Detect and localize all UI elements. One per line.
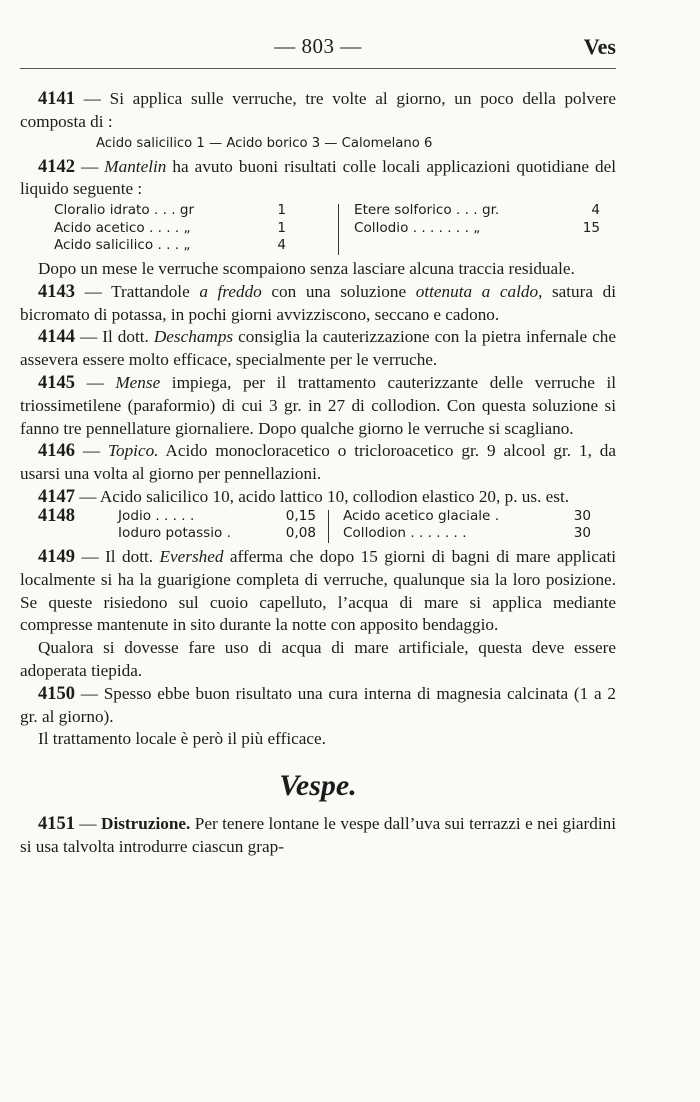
italic-phrase: ottenuta a caldo, <box>415 281 543 301</box>
ingredient-qty: 4 <box>591 202 600 219</box>
entry-number: 4150 <box>38 683 75 704</box>
formula-4148 <box>20 505 616 543</box>
formula-row <box>343 525 591 543</box>
author-name: Mantelin <box>104 156 167 176</box>
entry-4141 <box>20 88 616 134</box>
entry-text: consiglia la cauterizzazione con la pietra infernale che assevera essere molto efficace, specialmente per le verruche. <box>20 327 616 370</box>
page-header <box>20 30 616 66</box>
paragraph-after-4142: Dopo un mese le verruche scompaiono senza lasciare alcuna traccia residuale. <box>38 258 575 278</box>
entry-number: 4149 <box>38 546 75 567</box>
page-body <box>20 88 616 859</box>
bold-term: Distruzione. <box>101 814 191 834</box>
entry-number: 4145 <box>38 372 75 393</box>
author-name: Deschamps <box>153 327 234 347</box>
ingredient-qty: 30 <box>573 507 591 524</box>
entry-text: ha avuto buoni risultati colle locali applicazioni quotidiane del liquido seguente : <box>20 156 617 199</box>
ingredient-qty: 4 <box>277 237 286 254</box>
ingredient-qty: 30 <box>573 525 591 542</box>
page-number: — 803 — <box>274 34 362 58</box>
entry-4144 <box>20 326 616 372</box>
entry-4147 <box>20 486 616 509</box>
author-name: Evershed <box>159 546 224 566</box>
ingredient-name: Etere solforico . . . gr. <box>354 202 500 219</box>
entry-lead: — Il dott. <box>75 546 160 566</box>
entry-lead: — Il dott. <box>75 327 154 347</box>
entry-number: 4144 <box>38 327 75 348</box>
entry-4142 <box>20 156 616 202</box>
ingredient-name: Acido salicilico . . . „ <box>54 237 191 254</box>
formula-divider <box>328 510 329 543</box>
ingredient-name: Collodio . . . . . . . „ <box>354 219 481 236</box>
ingredient-name: Cloralio idrato . . . gr <box>54 202 195 219</box>
formula-row <box>354 202 600 220</box>
entry-4143 <box>20 281 616 327</box>
entry-number: 4147 <box>38 486 75 507</box>
formula-row <box>118 508 316 526</box>
entry-text: — Spesso ebbe buon risultato una cura interna di magnesia calcinata (1 a 2 gr. al giorno). <box>20 683 616 726</box>
entry-mid: con una soluzione <box>261 281 416 301</box>
formula-divider <box>338 204 340 255</box>
entry-lead: — <box>75 156 105 176</box>
ingredient-qty: 1 <box>277 219 286 236</box>
entry-number: 4148 <box>38 505 75 526</box>
entry-number: 4146 <box>38 441 75 462</box>
entry-4150 <box>20 683 616 729</box>
entry-4149 <box>20 546 616 637</box>
ingredient-qty: 0,08 <box>285 525 316 542</box>
entry-lead: — Trattandole <box>75 281 200 301</box>
italic-phrase: a freddo <box>199 281 262 301</box>
formula-row <box>354 220 600 238</box>
entry-number: 4143 <box>38 281 75 302</box>
formula-row <box>118 525 316 543</box>
formula-4142 <box>20 202 616 255</box>
entry-lead: — <box>75 814 102 834</box>
entry-number: 4141 <box>38 89 75 109</box>
entry-text: — Acido salicilico 10, acido lattico 10, collodion elastico 20, p. us. est. <box>75 486 570 506</box>
ingredient-qty: 0,15 <box>285 507 316 524</box>
header-rule <box>20 68 616 69</box>
recipe-4141: Acido salicilico 1 — Acido borico 3 — Calomelano 6 <box>96 135 433 151</box>
entry-lead: — <box>75 441 108 461</box>
section-title: Vespe. <box>279 769 357 803</box>
entry-text: — Si applica sulle verruche, tre volte al giorno, un poco della polvere composta di : <box>20 89 616 131</box>
running-head: Ves <box>583 34 616 59</box>
ingredient-name: Ioduro potassio . <box>118 525 232 542</box>
entry-text: Acido monocloracetico o tricloroacetico gr. 9 alcool gr. 1, da usarsi una volta al giorno per pennellazioni. <box>20 441 616 484</box>
paragraph-after-4149: Qualora si dovesse fare uso di acqua di mare artificiale, questa deve essere adoperata tiepida. <box>20 638 616 680</box>
ingredient-name: Acido acetico glaciale . <box>343 507 500 524</box>
formula-right-column <box>343 508 591 543</box>
author-name: Mense <box>115 372 161 392</box>
ingredient-name: Collodion . . . . . . . <box>343 525 467 542</box>
formula-row <box>54 202 320 220</box>
entry-text: Per tenere lontane le vespe dall’uva sui terrazzi e nei giardini si usa talvolta introdurre ciascun grap- <box>20 814 617 856</box>
entry-text: impiega, per il trattamento cauterizzante delle verruche il triossimetilene (paraformio) di cui 3 gr. in 27 di collodion. Con questa soluzione si fanno tre pennellature giornaliere. Dopo qualche giorno le verruche si scagliano. <box>20 372 616 438</box>
ingredient-name: Jodio . . . . . <box>118 507 195 524</box>
formula-left-column <box>118 508 316 543</box>
entry-number: 4142 <box>38 156 75 177</box>
entry-text: afferma che dopo 15 giorni di bagni di mare applicati localmente si ha la guarigione completa di verruche, qualunque sia la loro posizione. Se queste risiedono sul cuoio capelluto, l’acqua di mare si applica mediante compresse mantenute in sito durante la notte con apposito bendaggio. <box>20 546 617 635</box>
ingredient-qty: 15 <box>582 219 600 236</box>
entry-text: satura di bicromato di potassa, in pochi giorni avvizziscono, seccano e cadono. <box>20 281 616 324</box>
entry-number: 4151 <box>38 814 75 835</box>
entry-lead: — <box>75 372 116 392</box>
entry-4146 <box>20 440 616 486</box>
entry-4145 <box>20 372 616 440</box>
formula-row <box>54 220 320 238</box>
formula-left-column <box>20 202 320 255</box>
formula-row <box>343 508 591 526</box>
formula-right-column <box>354 202 600 255</box>
paragraph-after-4150: Il trattamento locale è però il più efficace. <box>38 729 326 749</box>
author-name: Topico. <box>108 441 159 461</box>
ingredient-qty: 1 <box>277 202 286 219</box>
formula-row <box>54 237 320 255</box>
ingredient-name: Acido acetico . . . . „ <box>54 219 191 236</box>
entry-4151 <box>20 813 616 859</box>
